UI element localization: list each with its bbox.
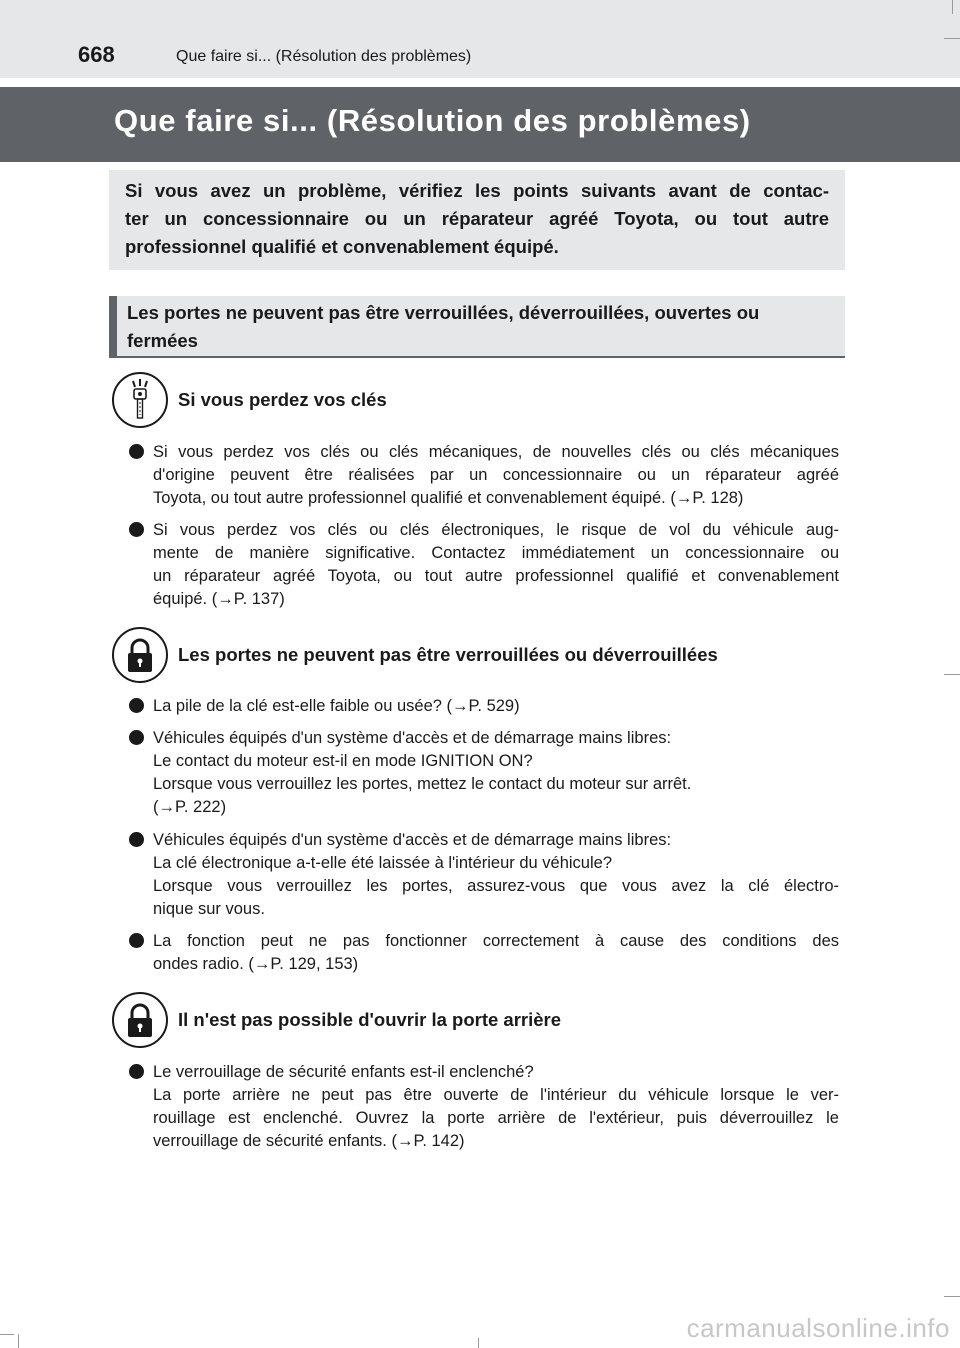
intro-line: Si vous avez un problème, vérifiez les points suivants avant de contac- [125,180,829,201]
section-heading-line: Les portes ne peuvent pas être verrouillées, déverrouillées, ouvertes ou [127,302,760,323]
bullet-line: verrouillage de sécurité enfants. (→P. 142) [153,1132,465,1150]
crop-mark [944,38,960,39]
bullet-icon [129,444,144,459]
bullet-icon [129,933,144,948]
page-number: 668 [78,42,115,67]
key-icon [112,372,168,428]
intro-line: professionnel qualifié et convenablement équipé. [125,236,559,257]
bullet-line: La pile de la clé est-elle faible ou usée? (→P. 529) [153,697,520,715]
bullet-line: Lorsque vous verrouillez les portes, mettez le contact du moteur sur arrêt. [153,775,692,793]
bullet-line: un réparateur agréé Toyota, ou tout autre professionnel qualifié et convenablement [153,567,839,585]
bullet-line: Si vous perdez vos clés ou clés mécaniques, de nouvelles clés ou clés mécaniques [153,443,839,461]
crop-mark [952,0,953,14]
bullet-icon [129,832,144,847]
bullet-line: Véhicules équipés d'un système d'accès et de démarrage mains libres: [153,729,672,747]
bullet-line: La porte arrière ne peut pas être ouverte de l'intérieur du véhicule lorsque le ver- [153,1086,839,1104]
bullet-icon [129,1064,144,1079]
watermark: carmanualsonline.info [686,1313,950,1343]
subsection-heading: Il n'est pas possible d'ouvrir la porte arrière [178,1009,562,1030]
header-strip [0,0,960,78]
bullet-line: ondes radio. (→P. 129, 153) [153,955,359,973]
list-item [129,727,839,819]
bullet-line: La clé électronique a-t-elle été laissée à l'intérieur du véhicule? [153,854,613,872]
list-item [129,695,839,718]
list-item [129,441,839,510]
padlock-icon [112,992,168,1048]
bullet-line: (→P. 222) [153,798,227,816]
running-header: Que faire si... (Résolution des problèmes) [176,48,472,65]
bullet-icon [129,730,144,745]
intro-text [125,177,829,261]
title-bar [0,87,960,162]
crop-mark [18,1334,19,1348]
list-item [129,829,839,921]
bullet-icon [129,522,144,537]
list-item [129,519,839,611]
crop-mark [0,1334,14,1335]
section-heading [127,299,835,355]
list-item [129,930,839,976]
bullet-line: mente de manière significative. Contactez immédiatement un concessionnaire ou [153,544,839,562]
page-title: Que faire si... (Résolution des problèmes) [114,103,751,138]
bullet-line: rouillage est enclenché. Ouvrez la porte arrière de l'extérieur, puis déverrouillez le [153,1109,839,1127]
padlock-icon [112,627,168,683]
bullet-line: Toyota, ou tout autre professionnel qualifié et convenablement équipé. (→P. 128) [153,489,744,507]
bullet-line: Le verrouillage de sécurité enfants est-il enclenché? [153,1063,534,1081]
bullet-line: Lorsque vous verrouillez les portes, assurez-vous que vous avez la clé électro- [153,877,839,895]
section-heading-line: fermées [127,330,198,351]
bullet-line: Véhicules équipés d'un système d'accès et de démarrage mains libres: [153,831,672,849]
subsection-heading: Si vous perdez vos clés [178,389,387,410]
intro-box [109,170,845,270]
crop-mark [944,1296,960,1297]
subsection-heading: Les portes ne peuvent pas être verrouillées ou déverrouillées [178,644,718,665]
bullet-line: d'origine peuvent être réalisées par un concessionnaire ou un réparateur agréé [153,466,839,484]
bullet-line: Le contact du moteur est-il en mode IGNITION ON? [153,752,533,770]
bullet-line: La fonction peut ne pas fonctionner correctement à cause des conditions des [153,932,839,950]
bullet-line: nique sur vous. [153,900,265,918]
bullet-line: équipé. (→P. 137) [153,590,285,608]
crop-mark [478,1338,479,1348]
intro-line: ter un concessionnaire ou un réparateur agréé Toyota, ou tout autre [125,208,829,229]
bullet-line: Si vous perdez vos clés ou clés électroniques, le risque de vol du véhicule aug- [153,521,839,539]
list-item [129,1061,839,1153]
bullet-icon [129,698,144,713]
section-heading-bar [109,296,845,358]
crop-mark [944,674,960,675]
